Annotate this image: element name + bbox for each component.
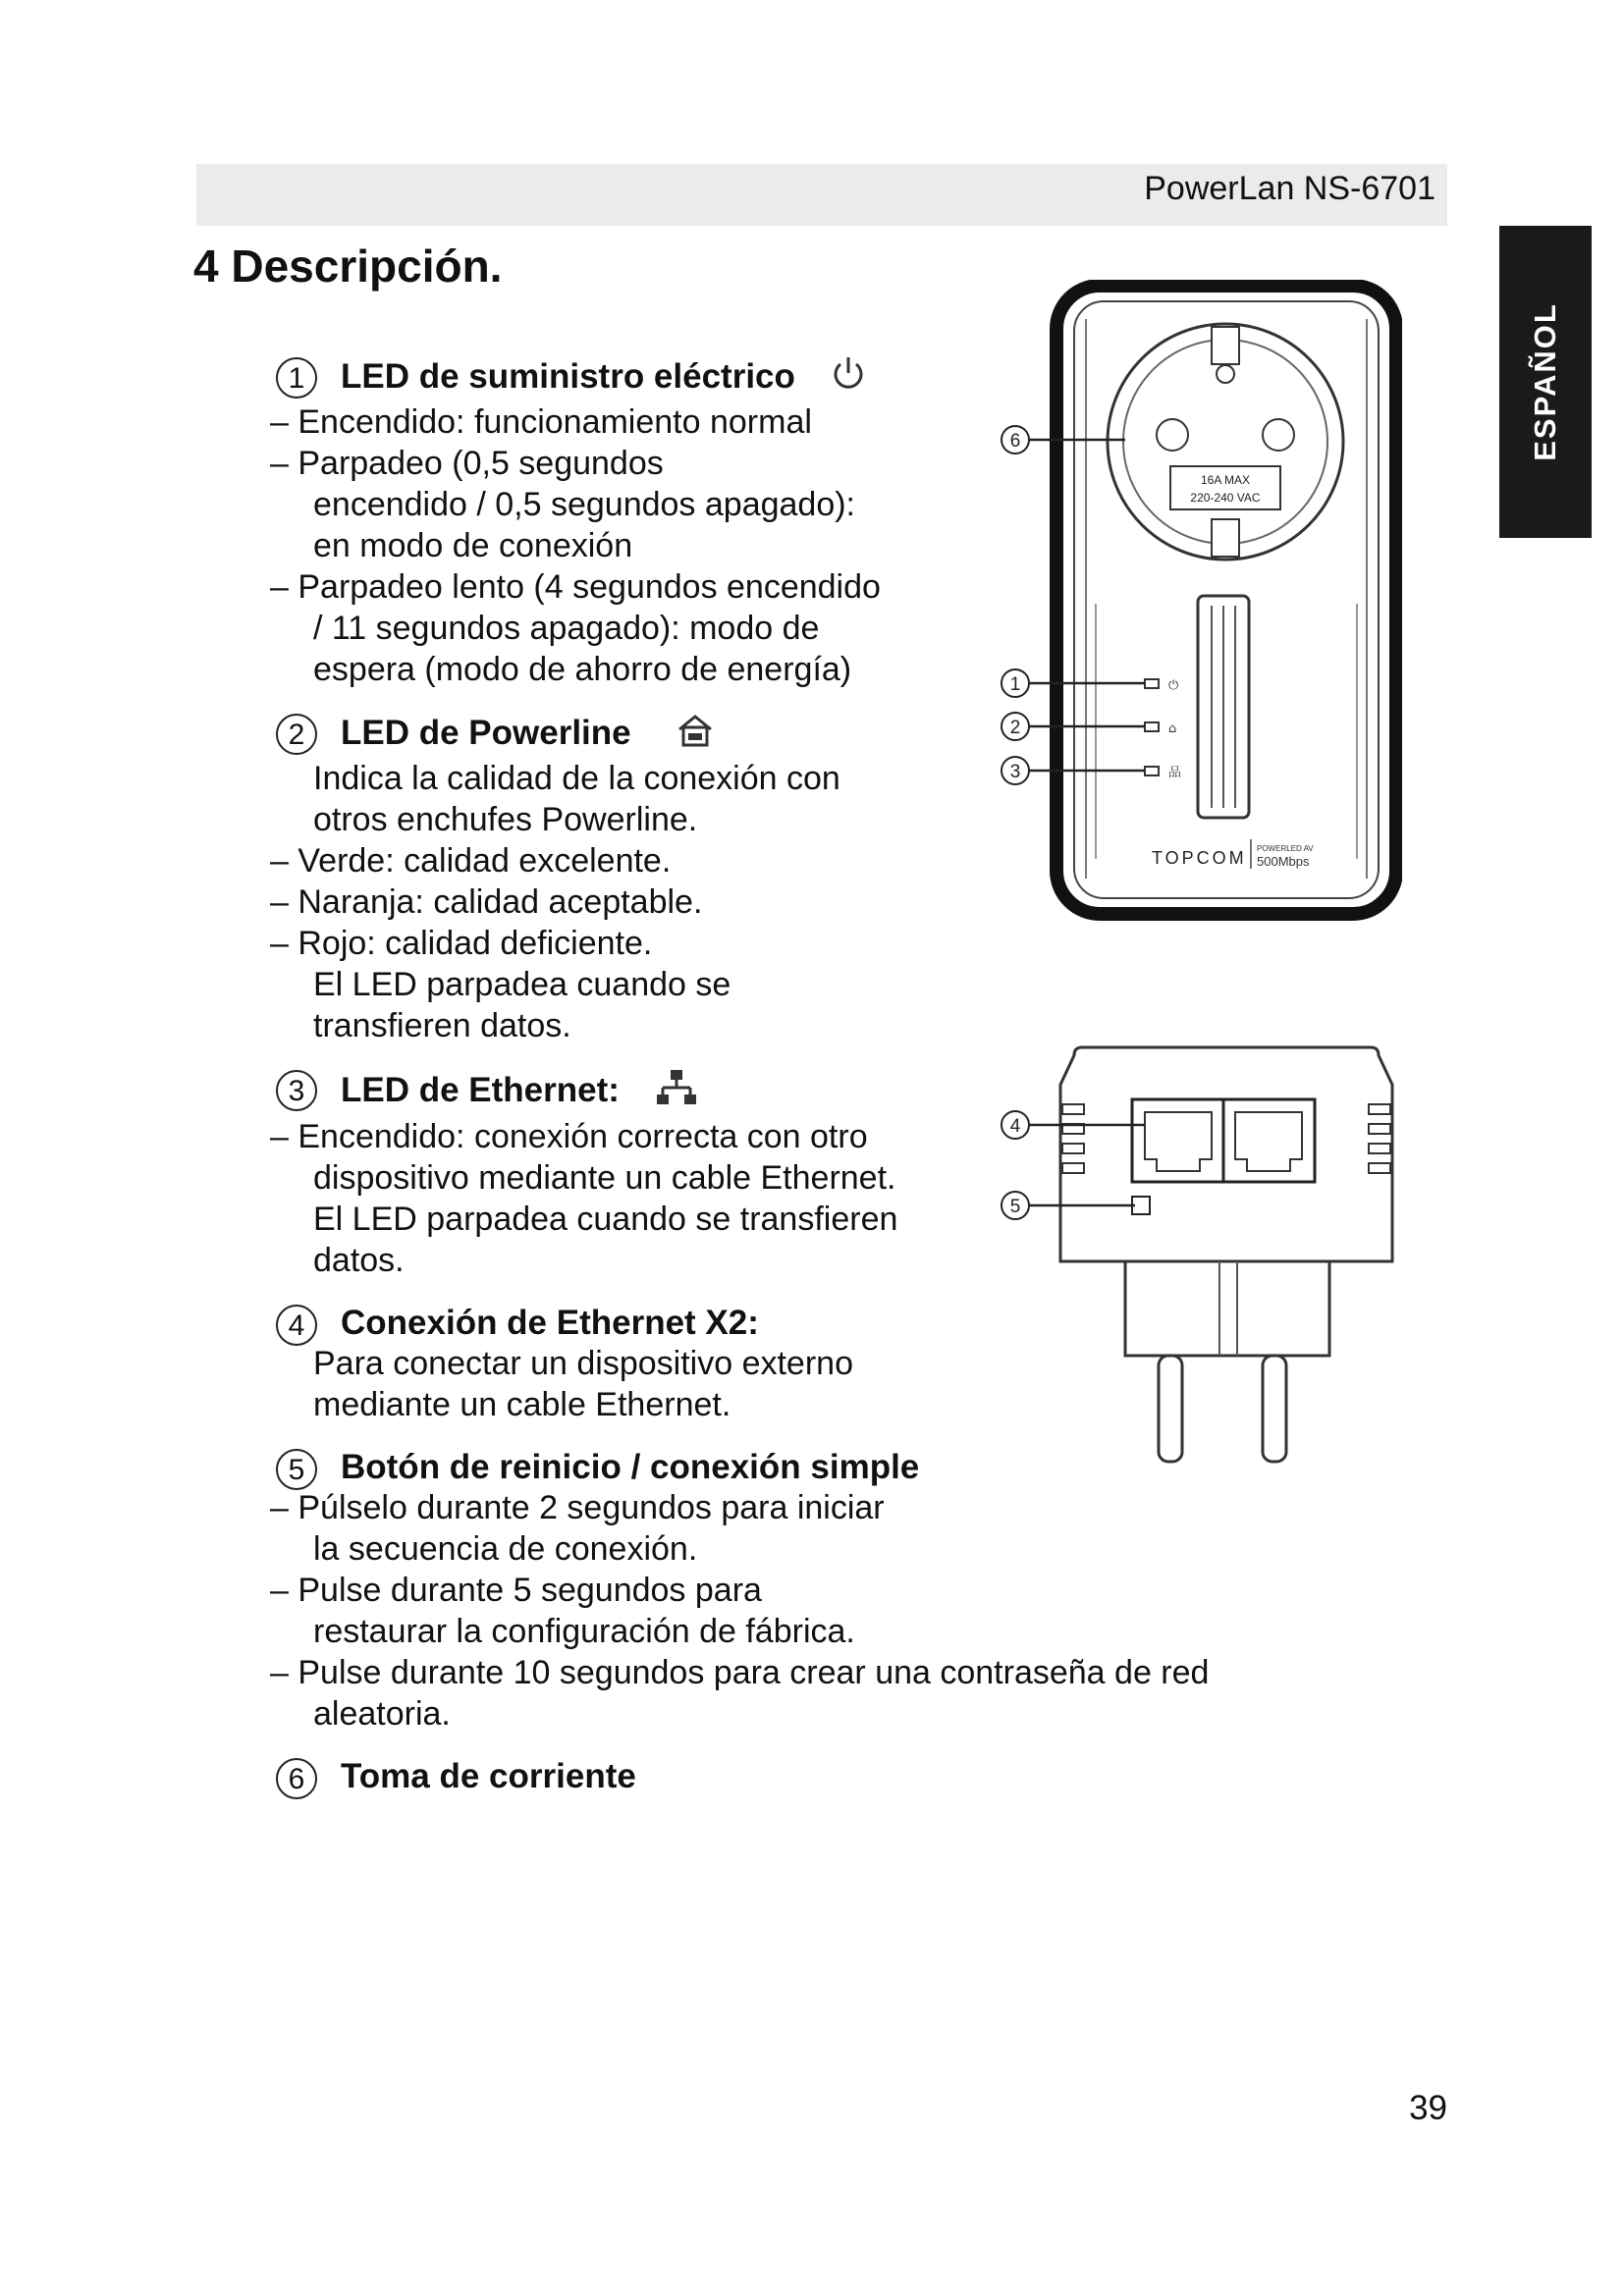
item-line: aleatoria.: [313, 1695, 451, 1733]
header-title: PowerLan NS-6701: [1144, 170, 1435, 207]
item-line: – Naranja: calidad aceptable.: [270, 881, 1311, 923]
callout-number: 3: [276, 1070, 317, 1111]
item-line: El LED parpadea cuando se: [313, 966, 731, 1003]
svg-text:4: 4: [1009, 1116, 1021, 1137]
item-line: / 11 segundos apagado): modo de: [313, 610, 820, 647]
model-label: POWERLED AV: [1257, 844, 1314, 853]
svg-text:1: 1: [1009, 674, 1021, 695]
device-front-view: [1056, 286, 1396, 914]
item-line: otros enchufes Powerline.: [313, 801, 698, 838]
item-line: El LED parpadea cuando se transfieren: [313, 1201, 898, 1238]
power-icon: ⏻: [1168, 678, 1179, 693]
item-line: en modo de conexión: [313, 527, 633, 564]
item-line: transfieren datos.: [313, 1007, 571, 1044]
powerline-house-icon: ⌂: [1168, 721, 1177, 736]
device-bottom-view: [1060, 1047, 1392, 1462]
page-number: 39: [1409, 2089, 1447, 2127]
socket-voltage-label: 220-240 VAC: [1190, 491, 1261, 505]
item-title: LED de suministro eléctrico: [341, 356, 795, 396]
callout-number: 4: [276, 1305, 317, 1346]
ethernet-led: [1145, 767, 1159, 775]
item-title: LED de Ethernet:: [341, 1070, 620, 1109]
item-line: Para conectar un dispositivo externo: [313, 1345, 853, 1382]
power-led: [1145, 679, 1159, 688]
power-icon: [831, 355, 866, 401]
item-line: – Rojo: calidad deficiente.: [270, 923, 1311, 964]
item-line: – Pulse durante 5 segundos para: [270, 1570, 1311, 1611]
powerline-led: [1145, 722, 1159, 731]
svg-text:6: 6: [1009, 431, 1021, 452]
ethernet-network-icon: 品: [1168, 766, 1182, 780]
svg-text:2: 2: [1009, 718, 1021, 738]
socket-rating-label: 16A MAX: [1200, 473, 1251, 487]
language-tab-label: ESPAÑOL: [1528, 302, 1562, 461]
item-line: espera (modo de ahorro de energía): [313, 651, 852, 688]
device-illustration: [980, 280, 1402, 1487]
item-line: mediante un cable Ethernet.: [313, 1386, 731, 1423]
item-title: Botón de reinicio / conexión simple: [341, 1448, 920, 1486]
language-tab: [1499, 226, 1592, 538]
item-line: – Encendido: conexión correcta con otro: [270, 1116, 1311, 1157]
item-line: – Encendido: funcionamiento normal: [270, 401, 1311, 443]
callout-number: 5: [276, 1449, 317, 1490]
ethernet-network-icon: [655, 1068, 698, 1116]
powerline-house-icon: [676, 712, 715, 758]
item-line: – Parpadeo lento (4 segundos encendido: [270, 566, 1311, 608]
callout-number: 1: [276, 357, 317, 399]
power-socket: [1108, 324, 1343, 560]
brand-logo: TOPCOM: [1152, 848, 1247, 868]
item-title: Toma de corriente: [341, 1757, 636, 1795]
item-line: datos.: [313, 1242, 405, 1279]
item-line: – Púlselo durante 2 segundos para iniciar: [270, 1487, 1311, 1528]
section-title: 4 Descripción.: [193, 240, 503, 292]
svg-text:5: 5: [1009, 1197, 1021, 1217]
item-line: encendido / 0,5 segundos apagado):: [313, 486, 856, 523]
item-line: Indica la calidad de la conexión con: [313, 760, 840, 797]
item-title: Conexión de Ethernet X2:: [341, 1304, 759, 1342]
item-heading: [272, 1756, 1311, 1796]
list-item: [270, 1447, 1311, 1735]
item-line: la secuencia de conexión.: [313, 1530, 698, 1568]
item-line: – Pulse durante 10 segundos para crear una contraseña de red: [270, 1652, 1311, 1693]
callout-number: 6: [276, 1758, 317, 1799]
item-title: LED de Powerline: [341, 713, 631, 752]
item-line: dispositivo mediante un cable Ethernet.: [313, 1159, 896, 1197]
header-bar: [196, 164, 1447, 226]
item-line: restaurar la configuración de fábrica.: [313, 1613, 855, 1650]
speed-label: 500Mbps: [1257, 854, 1310, 869]
item-line: – Verde: calidad excelente.: [270, 840, 1311, 881]
svg-text:3: 3: [1009, 762, 1021, 782]
list-item: [270, 1756, 1311, 1796]
item-line: – Parpadeo (0,5 segundos: [270, 443, 1311, 484]
callout-number: 2: [276, 714, 317, 755]
